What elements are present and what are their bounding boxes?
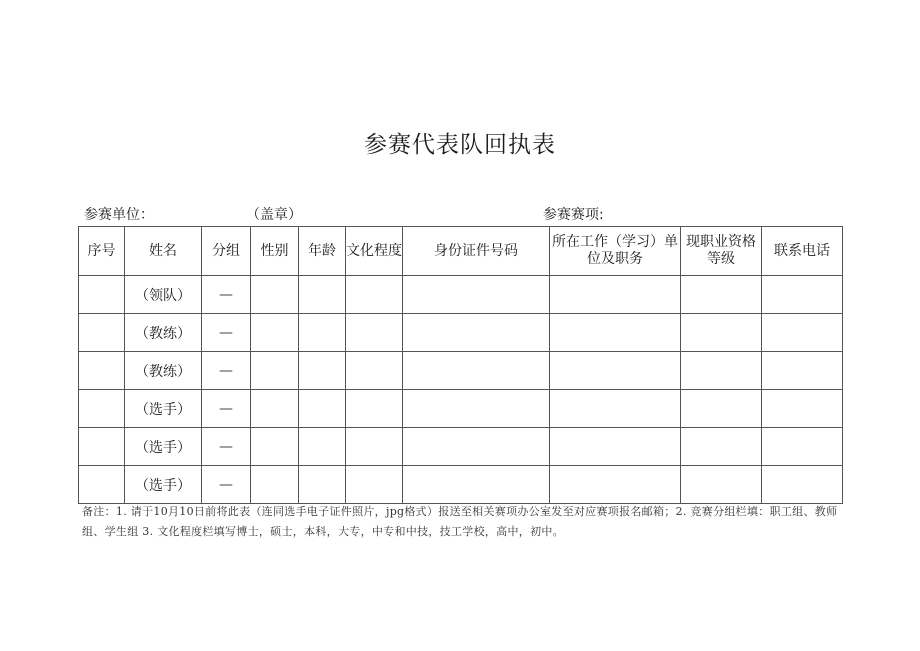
cell-name: （选手） xyxy=(125,390,202,428)
footnote: 备注：1. 请于10月10日前将此表（连同选手电子证件照片，jpg格式）报送至相关赛项办公室发至对应赛项报名邮箱；2. 竞赛分组栏填：职工组、教师组、学生组 3. 文化程度栏填写博士，硕士，本科，大专，中专和中技，技工学校，高中，初中。 xyxy=(82,505,838,538)
cell-empty[interactable] xyxy=(299,428,346,466)
table-row xyxy=(79,428,843,466)
cell-empty[interactable] xyxy=(681,352,762,390)
cell-empty[interactable] xyxy=(79,428,125,466)
table-row xyxy=(79,276,843,314)
cell-empty[interactable] xyxy=(79,314,125,352)
cell-empty[interactable] xyxy=(762,352,843,390)
cell-empty[interactable] xyxy=(299,276,346,314)
cell-group: — xyxy=(202,314,251,352)
header-id-number: 身份证件号码 xyxy=(403,227,550,276)
cell-empty[interactable] xyxy=(550,314,681,352)
cell-empty[interactable] xyxy=(681,428,762,466)
cell-empty[interactable] xyxy=(762,314,843,352)
header-phone: 联系电话 xyxy=(762,227,843,276)
table-row xyxy=(79,466,843,504)
header-qualification: 现职业资格等级 xyxy=(681,227,762,276)
cell-empty[interactable] xyxy=(681,390,762,428)
cell-empty[interactable] xyxy=(79,276,125,314)
cell-empty[interactable] xyxy=(403,314,550,352)
cell-name: （教练） xyxy=(125,314,202,352)
cell-empty[interactable] xyxy=(299,314,346,352)
cell-empty[interactable] xyxy=(550,352,681,390)
cell-group: — xyxy=(202,428,251,466)
header-group: 分组 xyxy=(202,227,251,276)
cell-empty[interactable] xyxy=(346,390,403,428)
cell-empty[interactable] xyxy=(79,466,125,504)
cell-name: （选手） xyxy=(125,428,202,466)
cell-empty[interactable] xyxy=(79,352,125,390)
cell-empty[interactable] xyxy=(251,390,299,428)
cell-name: （选手） xyxy=(125,466,202,504)
cell-empty[interactable] xyxy=(403,276,550,314)
table-row xyxy=(79,352,843,390)
registration-table xyxy=(78,226,843,504)
cell-empty[interactable] xyxy=(346,428,403,466)
header-seq: 序号 xyxy=(79,227,125,276)
cell-empty[interactable] xyxy=(550,428,681,466)
header-age: 年龄 xyxy=(299,227,346,276)
header-workplace: 所在工作（学习）单位及职务 xyxy=(550,227,681,276)
cell-group: — xyxy=(202,466,251,504)
cell-empty[interactable] xyxy=(79,390,125,428)
cell-empty[interactable] xyxy=(762,428,843,466)
cell-empty[interactable] xyxy=(403,352,550,390)
cell-empty[interactable] xyxy=(762,276,843,314)
header-education-text: 文化程度 xyxy=(346,242,402,259)
cell-empty[interactable] xyxy=(346,276,403,314)
cell-group: — xyxy=(202,276,251,314)
cell-group: — xyxy=(202,352,251,390)
cell-empty[interactable] xyxy=(346,352,403,390)
cell-group: — xyxy=(202,390,251,428)
cell-empty[interactable] xyxy=(681,466,762,504)
cell-empty[interactable] xyxy=(550,390,681,428)
table-row xyxy=(79,390,843,428)
cell-empty[interactable] xyxy=(403,466,550,504)
cell-empty[interactable] xyxy=(251,352,299,390)
cell-empty[interactable] xyxy=(681,276,762,314)
cell-empty[interactable] xyxy=(762,390,843,428)
participating-unit-label: 参赛单位： xyxy=(84,207,154,223)
header-name: 姓名 xyxy=(125,227,202,276)
cell-name: （教练） xyxy=(125,352,202,390)
table-header-row xyxy=(79,227,843,276)
seal-note: （盖章） xyxy=(246,207,302,223)
cell-empty[interactable] xyxy=(550,466,681,504)
cell-empty[interactable] xyxy=(403,428,550,466)
cell-empty[interactable] xyxy=(762,466,843,504)
cell-name: （领队） xyxy=(125,276,202,314)
cell-empty[interactable] xyxy=(299,466,346,504)
header-education xyxy=(346,227,403,276)
cell-empty[interactable] xyxy=(346,314,403,352)
cell-empty[interactable] xyxy=(681,314,762,352)
cell-empty[interactable] xyxy=(346,466,403,504)
cell-empty[interactable] xyxy=(299,352,346,390)
cell-empty[interactable] xyxy=(550,276,681,314)
cell-empty[interactable] xyxy=(251,466,299,504)
cell-empty[interactable] xyxy=(299,390,346,428)
cell-empty[interactable] xyxy=(251,428,299,466)
cell-empty[interactable] xyxy=(403,390,550,428)
cell-empty[interactable] xyxy=(251,276,299,314)
header-gender: 性别 xyxy=(251,227,299,276)
form-title: 参赛代表队回执表 xyxy=(364,132,556,158)
cell-empty[interactable] xyxy=(251,314,299,352)
table-row xyxy=(79,314,843,352)
event-label: 参赛赛项: xyxy=(543,207,604,223)
